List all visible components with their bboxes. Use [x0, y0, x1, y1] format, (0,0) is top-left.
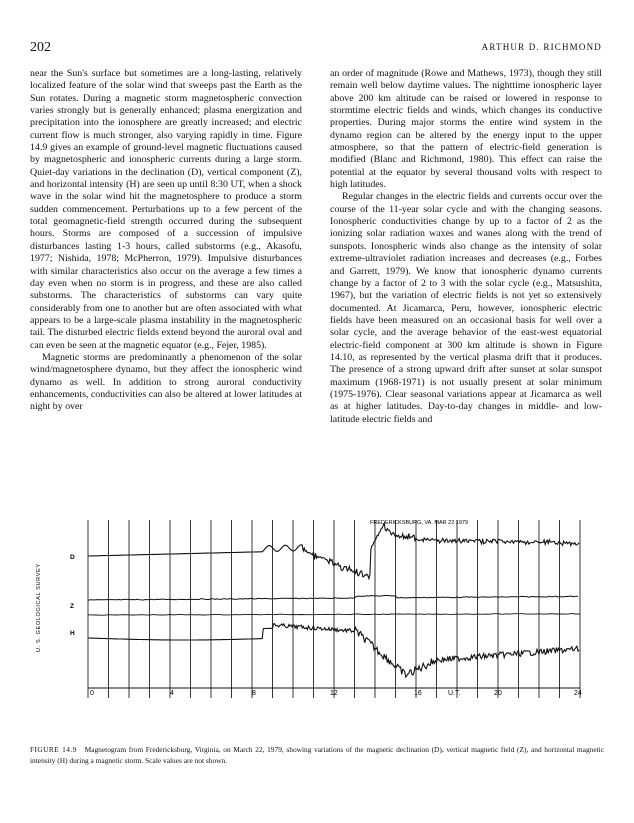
- paragraph: an order of magnitude (Rowe and Mathews, 1973), though they still remain well below daytime values. The nighttime ionospheric layer above 200 km altitude can be raised or lowered in response to stormtime electric fields and winds, which changes its conductive properties. During major storms the entire wind system in the dynamo region can be altered by the energy input to the upper atmosphere, so that the pattern of electric-field generation is modified (Blanc and Richmond, 1980). This effect can raise the potential at the equator by several thousand volts with respect to high latitudes.: [330, 68, 602, 191]
- hour-tick-label: 20: [494, 690, 502, 697]
- trace-label-h: H: [70, 630, 75, 637]
- hour-tick-label: 16: [414, 690, 422, 697]
- left-column: [30, 68, 302, 414]
- trace-z: [88, 596, 578, 601]
- trace-h: [88, 624, 579, 677]
- figure-caption: [30, 745, 604, 766]
- magnetogram-svg: [30, 512, 604, 730]
- survey-label: U. S. GEOLOGICAL SURVEY: [36, 563, 42, 652]
- page-header: [0, 40, 634, 56]
- hour-tick-label: 8: [252, 690, 256, 697]
- caption-text: Magnetogram from Fredericksburg, Virginia, on March 22, 1979, showing variations of the magnetic declination (D), vertical magnetic field (Z), and horizontal magnetic intensity (H) during a magnetic storm. Scale values are not shown.: [30, 745, 605, 765]
- hour-tick-label: 12: [330, 690, 338, 697]
- running-head: ARTHUR D. RICHMOND: [481, 42, 602, 52]
- hour-tick-label: 4: [170, 690, 174, 697]
- paragraph: near the Sun's surface but sometimes are a long-lasting, relatively localized feature of the solar wind that sweeps past the Earth as the Sun rotates. During a magnetic storm magnetospheric convection varies strongly but is generally enhanced; plasma energization and precipitation into the ionosphere are greatly increased; and electric current flow is much stronger, also varying rapidly in time. Figure 14.9 gives an example of ground-level magnetic fluctuations caused by magnetospheric and ionospheric currents during a large storm. Quiet-day variations in the declination (D), vertical component (Z), and horizontal intensity (H) are seen up until 8:30 UT, when a shock wave in the solar wind hit the magnetosphere to produce a storm sudden commencement. Perturbations up to a few percent of the total geomagnetic-field strength occurred during the subsequent hours. Storms are composed of a succession of impulsive disturbances lasting 1-3 hours, called substorms (e.g., Akasofu, 1977; Nishida, 1978; McPherron, 1979). Impulsive disturbances with similar characteristics also occur on the average a few times a day even when no storm is in progress, and these are also called substorms. The characteristics of substorms can vary quite considerably from one to another but are often associated with what appears to be a large-scale plasma instability in the magnetospheric tail. The disturbed electric fields extend beyond the auroral oval and can even be seen at the magnetic equator (e.g., Fejer, 1985).: [30, 68, 302, 351]
- paragraph: Regular changes in the electric fields and currents occur over the course of the 11-year solar cycle and with the changing seasons. Ionospheric conductivities change by up to a factor of 2 as the ionizing solar radiation waxes and wanes along with the trend of sunspots. Ionospheric winds also change as the intensity of solar extreme-ultraviolet radiation increases and decreases (e.g., Forbes and Garrett, 1979). We know that ionospheric dynamo currents change by a factor of 2 to 3 with the solar cycle (e.g., Matsushita, 1967), but the variation of electric fields is not yet so extensively documented. At Jicamarca, Peru, however, ionospheric electric fields have been measured on an occasional basis for well over a solar cycle, and the average behavior of the east-west equatorial electric-field component at 300 km altitude is shown in Figure 14.10, as represented by the vertical plasma drift that it produces. The presence of a strong upward drift after sunset at solar sunspot maximum (1968-1971) is not usually present at solar minimum (1975-1976). Clear seasonal variations appear at Jicamarca as well as at higher latitudes. Day-to-day changes in middle- and low-latitude electric fields and: [330, 191, 602, 425]
- trace-label-z: Z: [70, 603, 74, 610]
- magnetogram-figure: [30, 512, 604, 730]
- hour-tick-label: 24: [574, 690, 582, 697]
- hour-tick-label: 0: [90, 690, 94, 697]
- station-annotation: FREDERICKSBURG, VA. MAR 22 1979: [370, 520, 469, 526]
- page-number: 202: [30, 40, 51, 55]
- hour-tick-label: U.T.: [448, 690, 461, 697]
- caption-label: FIGURE 14.9: [30, 745, 77, 754]
- paragraph: Magnetic storms are predominantly a phenomenon of the solar wind/magnetosphere dynamo, but they affect the ionospheric wind dynamo as well. In addition to strong auroral conductivity enhancements, conductivities can also be altered at lower latitudes at night by over: [30, 351, 303, 413]
- hour-grid: [88, 520, 580, 698]
- trace-d: [88, 523, 579, 578]
- right-column: [330, 68, 602, 426]
- trace-label-d: D: [70, 554, 75, 561]
